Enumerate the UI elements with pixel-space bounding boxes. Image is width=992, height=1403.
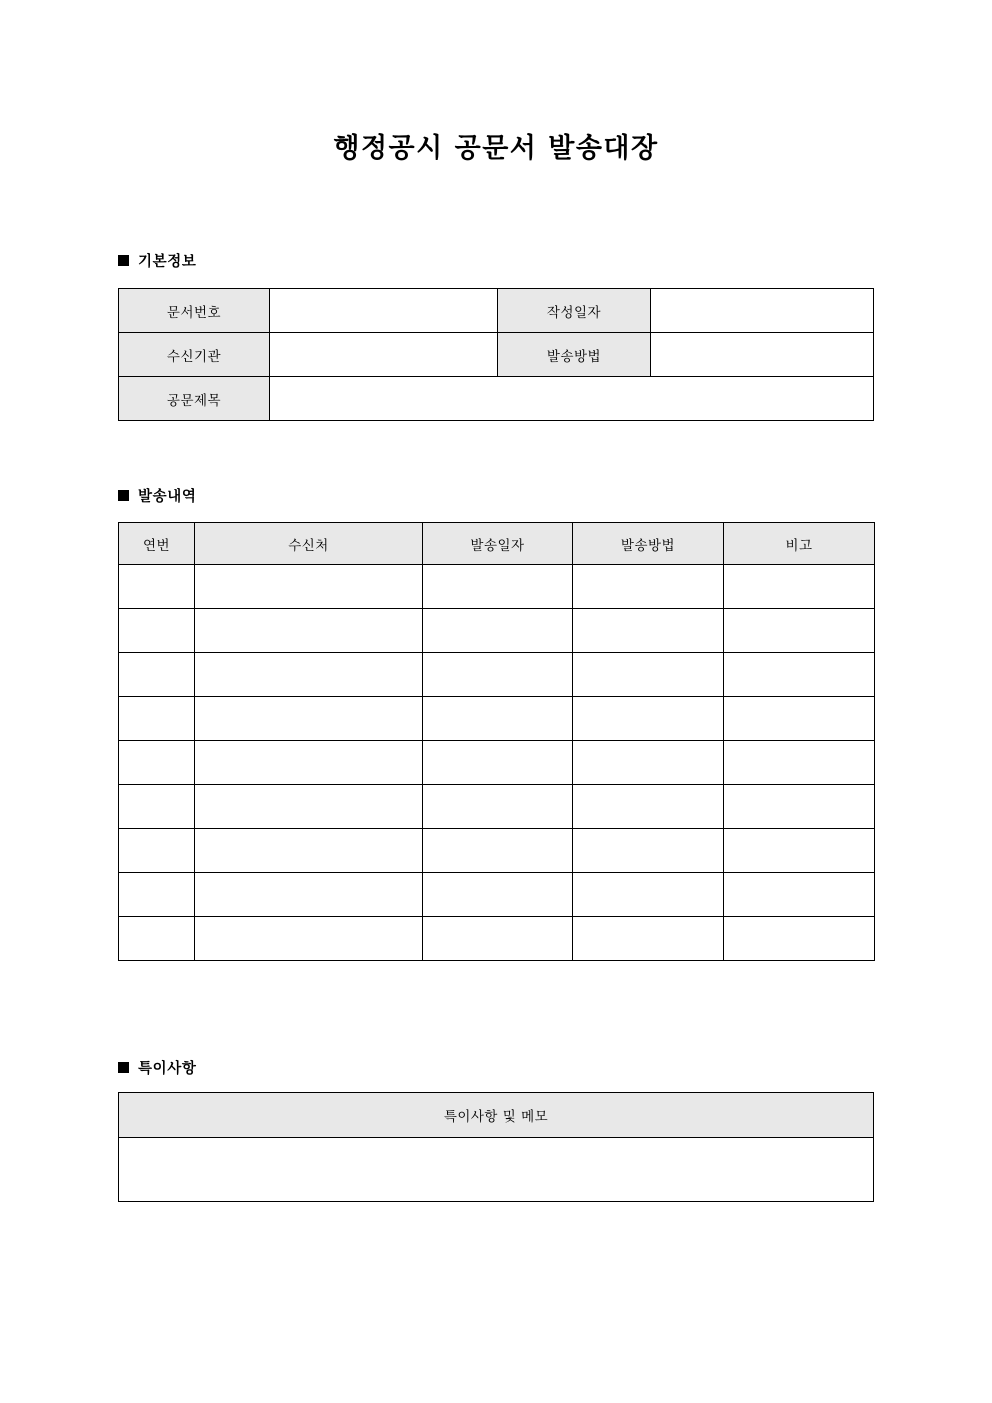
table-cell[interactable] (119, 785, 195, 829)
table-cell[interactable] (195, 653, 423, 697)
field-value-document-subject[interactable] (270, 377, 874, 421)
table-cell[interactable] (573, 565, 724, 609)
section-heading-notes-label: 특이사항 (138, 1061, 197, 1077)
table-cell[interactable] (195, 917, 423, 961)
section-heading-dispatch-list-label: 발송내역 (138, 489, 197, 505)
table-cell[interactable] (724, 917, 875, 961)
table-cell[interactable] (724, 697, 875, 741)
field-value-receiving-agency[interactable] (270, 333, 498, 377)
field-label-document-subject: 공문제목 (119, 377, 270, 421)
table-row (119, 289, 874, 333)
page-title: 행정공시 공문서 발송대장 (333, 133, 659, 164)
table-cell[interactable] (423, 873, 573, 917)
table-cell[interactable] (119, 741, 195, 785)
table-cell[interactable] (573, 741, 724, 785)
table-cell[interactable] (423, 697, 573, 741)
field-label-dispatch-method: 발송방법 (498, 333, 651, 377)
column-header-dispatch-method: 발송방법 (573, 523, 724, 565)
field-label-document-number: 문서번호 (119, 289, 270, 333)
table-row (119, 829, 875, 873)
table-cell[interactable] (724, 653, 875, 697)
table-cell[interactable] (573, 829, 724, 873)
table-cell[interactable] (423, 829, 573, 873)
section-heading-notes (118, 1057, 196, 1078)
square-bullet-icon (118, 255, 129, 266)
column-header-remarks: 비고 (724, 523, 875, 565)
column-header-sequence: 연번 (119, 523, 195, 565)
table-cell[interactable] (573, 653, 724, 697)
table-row (119, 917, 875, 961)
square-bullet-icon (118, 490, 129, 501)
table-cell[interactable] (724, 741, 875, 785)
table-cell[interactable] (573, 917, 724, 961)
table-cell[interactable] (573, 873, 724, 917)
column-header-recipient: 수신처 (195, 523, 423, 565)
table-cell[interactable] (423, 565, 573, 609)
table-cell[interactable] (724, 785, 875, 829)
table-cell[interactable] (724, 609, 875, 653)
notes-input-area[interactable] (119, 1138, 874, 1202)
table-cell[interactable] (119, 609, 195, 653)
notes-table (118, 1092, 874, 1202)
table-cell[interactable] (195, 785, 423, 829)
table-row (119, 653, 875, 697)
table-cell[interactable] (423, 917, 573, 961)
table-cell[interactable] (119, 565, 195, 609)
section-heading-basic-info-label: 기본정보 (138, 254, 197, 270)
table-row (119, 565, 875, 609)
table-row (119, 1138, 874, 1202)
basic-info-table (118, 288, 874, 421)
field-label-creation-date: 작성일자 (498, 289, 651, 333)
table-cell[interactable] (195, 741, 423, 785)
table-row (119, 741, 875, 785)
table-row (119, 785, 875, 829)
table-cell[interactable] (119, 829, 195, 873)
square-bullet-icon (118, 1062, 129, 1073)
table-cell[interactable] (423, 741, 573, 785)
table-cell[interactable] (195, 873, 423, 917)
field-label-receiving-agency: 수신기관 (119, 333, 270, 377)
table-cell[interactable] (119, 697, 195, 741)
table-row (119, 377, 874, 421)
table-header-row (119, 1093, 874, 1138)
table-cell[interactable] (195, 609, 423, 653)
table-cell[interactable] (195, 697, 423, 741)
section-heading-basic-info (118, 250, 196, 271)
table-cell[interactable] (423, 609, 573, 653)
table-row (119, 697, 875, 741)
table-row (119, 609, 875, 653)
table-cell[interactable] (724, 565, 875, 609)
field-value-creation-date[interactable] (651, 289, 874, 333)
field-value-dispatch-method[interactable] (651, 333, 874, 377)
table-row (119, 873, 875, 917)
dispatch-list-table (118, 522, 875, 961)
table-cell[interactable] (573, 785, 724, 829)
table-cell[interactable] (423, 785, 573, 829)
section-heading-dispatch-list (118, 485, 196, 506)
table-cell[interactable] (119, 917, 195, 961)
table-cell[interactable] (724, 829, 875, 873)
table-cell[interactable] (119, 653, 195, 697)
table-cell[interactable] (573, 609, 724, 653)
table-cell[interactable] (195, 565, 423, 609)
column-header-dispatch-date: 발송일자 (423, 523, 573, 565)
table-cell[interactable] (423, 653, 573, 697)
table-row (119, 333, 874, 377)
table-header-row (119, 523, 875, 565)
table-cell[interactable] (195, 829, 423, 873)
table-cell[interactable] (119, 873, 195, 917)
table-cell[interactable] (724, 873, 875, 917)
column-header-notes-and-memo: 특이사항 및 메모 (119, 1093, 874, 1138)
field-value-document-number[interactable] (270, 289, 498, 333)
table-cell[interactable] (573, 697, 724, 741)
